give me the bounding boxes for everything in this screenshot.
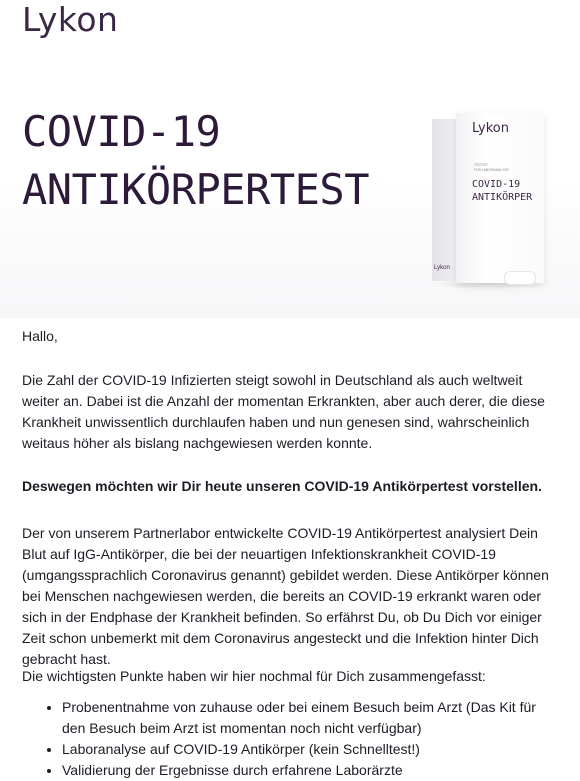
product-small-line-2: FÜR LABORANALYSE — [474, 168, 509, 172]
feature-list — [40, 697, 562, 781]
product-title-line-2: ANTIKÖRPER — [472, 192, 533, 203]
brand-logo[interactable]: Lykon — [22, 0, 119, 39]
title-line-1: COVID-19 — [22, 107, 221, 156]
email-body — [22, 326, 558, 778]
intro-paragraph: Die Zahl der COVID-19 Infizierten steigt sowohl in Deutschland als auch weltweit weiter an. Dabei ist die Anzahl der momentan Erkrankten, aber auch derer, die diese Krankheit unwissentlich durchlaufen haben und nun genesen sind, wahrscheinlich weitaus höher als bislang nachgewiesen werden konnte. — [22, 372, 545, 451]
product-image[interactable] — [420, 113, 548, 293]
product-title-line-1: COVID-19 — [472, 179, 521, 190]
product-box-side — [432, 119, 457, 281]
highlight-paragraph: Deswegen möchten wir Dir heute unseren COVID-19 Antikörpertest vorstellen. — [22, 478, 542, 494]
title-line-2: ANTIKÖRPERTEST — [22, 165, 370, 214]
product-tab — [504, 271, 536, 285]
product-small-text — [474, 163, 509, 173]
summary-intro: Die wichtigsten Punkte haben wir hier nochmal für Dich zusammengefasst: — [22, 668, 486, 684]
greeting: Hallo, — [22, 328, 58, 344]
list-item: • Laboranalyse auf COVID-19 Antikörper (kein Schnelltest!) — [62, 739, 562, 760]
product-small-line-1: TESTKIT — [474, 163, 488, 167]
product-title — [472, 178, 532, 204]
list-item: • Probenentnahme von zuhause oder bei einem Besuch beim Arzt (Das Kit für den Besuch beim Arzt ist momentan noch nicht verfügbar) — [62, 697, 562, 739]
product-logo: Lykon — [472, 121, 510, 136]
page-title — [22, 103, 369, 219]
description-paragraph: Der von unserem Partnerlabor entwickelte COVID-19 Antikörpertest analysiert Dein Blut auf IgG-Antikörper, die bei der neuartigen Infektionskrankheit COVID-19 (umgangssprachlich Coronavirus genannt) gebildet werden. Diese Antikörper können bei Menschen nachgewiesen werden, die bereits an COVID-19 erkrankt waren oder sich in der Endphase der Krankheit befinden. So erfährst Du, ob Du Dich vor einiger Zeit schon unbemerkt mit dem Coronavirus angesteckt und die Infektion hinter Dich gebracht hast. — [22, 525, 549, 667]
product-side-brand: Lykon — [434, 265, 450, 271]
list-item: • Validierung der Ergebnisse durch erfahrene Laborärzte — [62, 760, 562, 781]
